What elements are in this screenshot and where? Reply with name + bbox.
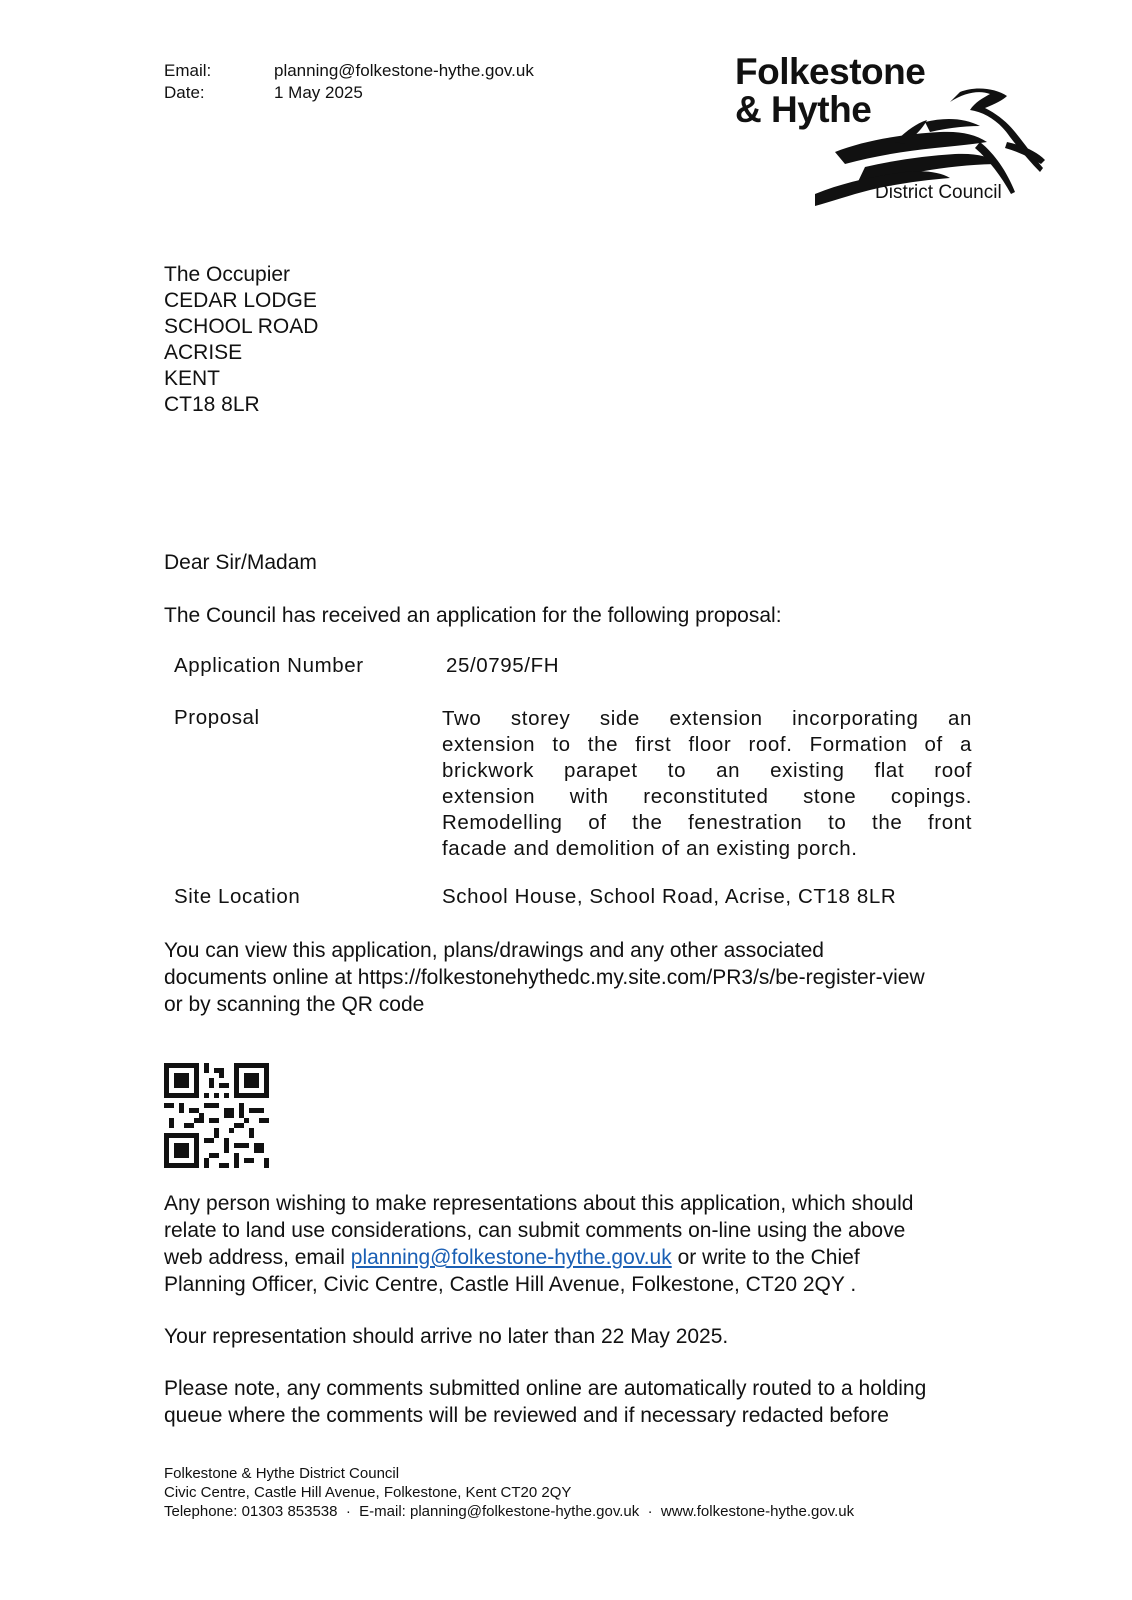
note-line: Please note, any comments submitted online are automatically routed to a holding xyxy=(164,1377,927,1400)
salutation: Dear Sir/Madam xyxy=(164,551,317,574)
application-number-label: Application Number xyxy=(174,654,364,677)
address-line: CT18 8LR xyxy=(164,393,260,416)
council-logo xyxy=(735,52,1045,212)
note-line: queue where the comments will be reviewed and if necessary redacted before xyxy=(164,1404,889,1427)
proposal-text xyxy=(442,706,972,862)
representations-text-pre: web address, email xyxy=(164,1246,351,1269)
proposal-line: facade and demolition of an existing porch. xyxy=(442,837,858,860)
view-online-line: You can view this application, plans/drawings and any other associated xyxy=(164,939,824,962)
note-text xyxy=(164,1375,926,1429)
view-online-text xyxy=(164,937,925,1018)
representations-line: relate to land use considerations, can submit comments on-line using the above xyxy=(164,1219,906,1242)
email-value: planning@folkestone-hythe.gov.uk xyxy=(274,61,534,80)
view-online-line: or by scanning the QR code xyxy=(164,993,425,1016)
logo-line-2: & Hythe xyxy=(735,89,872,130)
address-line: ACRISE xyxy=(164,341,243,364)
proposal-label: Proposal xyxy=(174,706,260,729)
address-line: CEDAR LODGE xyxy=(164,289,317,312)
intro-text: The Council has received an application for the following proposal: xyxy=(164,604,782,627)
letter-header xyxy=(164,60,534,104)
letter-footer xyxy=(164,1464,854,1521)
address-line: The Occupier xyxy=(164,263,291,286)
proposal-line: brickwork parapet to an existing flat roof xyxy=(442,759,972,782)
email-row xyxy=(164,60,534,82)
planning-email-link[interactable]: planning@folkestone-hythe.gov.uk xyxy=(350,1246,672,1269)
address-line: SCHOOL ROAD xyxy=(164,315,319,338)
date-row xyxy=(164,82,534,104)
representations-line: Any person wishing to make representations about this application, which should xyxy=(164,1192,914,1215)
site-location-label: Site Location xyxy=(174,885,301,908)
date-value: 1 May 2025 xyxy=(274,83,363,102)
proposal-line: extension to the first floor roof. Formation of a xyxy=(442,733,972,756)
footer-contact-line: Telephone: 01303 853538 · E-mail: planning@folkestone-hythe.gov.uk · www.folkestone-hythe.gov.uk xyxy=(164,1503,855,1520)
email-label: Email: xyxy=(164,61,212,80)
representations-line xyxy=(164,1244,913,1271)
site-location-value: School House, School Road, Acrise, CT18 8LR xyxy=(442,885,897,908)
representations-line: Planning Officer, Civic Centre, Castle Hill Avenue, Folkestone, CT20 2QY . xyxy=(164,1273,857,1296)
application-number-value: 25/0795/FH xyxy=(446,654,560,677)
proposal-line: Two storey side extension incorporating an xyxy=(442,707,972,730)
proposal-line: Remodelling of the fenestration to the front xyxy=(442,811,972,834)
view-online-line: documents online at https://folkestonehythedc.my.site.com/PR3/s/be-register-view xyxy=(164,966,925,989)
footer-line: Folkestone & Hythe District Council xyxy=(164,1465,400,1482)
logo-line-1: Folkestone xyxy=(735,51,926,92)
deadline-text: Your representation should arrive no later than 22 May 2025. xyxy=(164,1325,729,1348)
date-label: Date: xyxy=(164,83,205,102)
qr-code-icon[interactable] xyxy=(164,1063,269,1168)
logo-line-3: District Council xyxy=(875,182,1002,203)
representations-text-post: or write to the Chief xyxy=(671,1246,860,1269)
footer-line: Civic Centre, Castle Hill Avenue, Folkestone, Kent CT20 2QY xyxy=(164,1484,572,1501)
proposal-line: extension with reconstituted stone copings. xyxy=(442,785,972,808)
representations-text xyxy=(164,1190,913,1298)
address-line: KENT xyxy=(164,367,221,390)
recipient-address xyxy=(164,262,318,418)
